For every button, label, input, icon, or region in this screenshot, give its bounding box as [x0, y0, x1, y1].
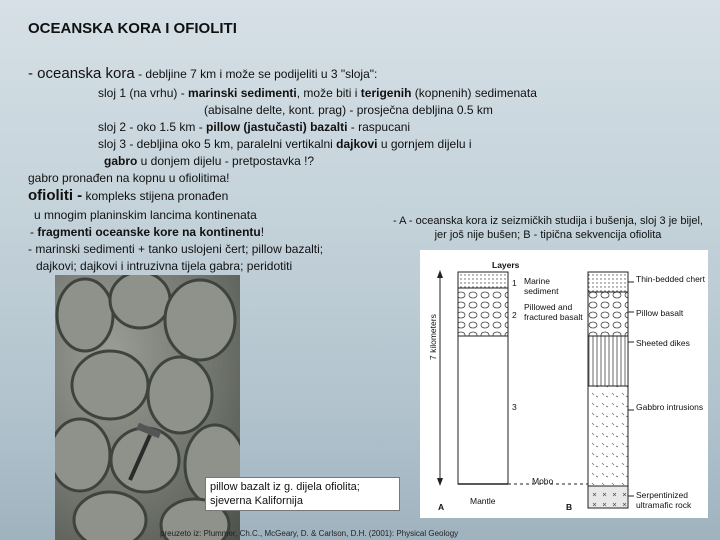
sloj2-text-a: sloj 2 - oko 1.5 km - [98, 120, 207, 134]
sheeted-dikes-label: Sheeted dikes [636, 338, 690, 348]
ofioliti-text: kompleks stijena pronađen [82, 189, 229, 203]
sloj1-bold-a: marinski sedimenti [188, 86, 297, 100]
pillowed-basalt-label: Pillowed and fractured basalt [524, 302, 583, 322]
ofioliti-line-2 [30, 225, 264, 240]
marine-sediment-label: Marine sediment [524, 276, 559, 296]
intro-text: - debljine 7 km i može se podijeliti u 3 "sloja": [134, 67, 378, 81]
page-title: OCEANSKA KORA I OFIOLITI [28, 20, 237, 37]
found-line: gabro pronađen na kopnu u ofiolitima! [28, 171, 230, 185]
sloj3-text-a: sloj 3 - debljina oko 5 km, paralelni vertikalni [98, 137, 337, 151]
chert-label: Thin-bedded chert [636, 274, 705, 284]
sloj3-text-c: u donjem dijelu - pretpostavka !? [137, 154, 315, 168]
sloj3-bold: dajkovi [336, 137, 378, 151]
ofioliti-line-2-dash: - [30, 225, 38, 239]
ofioliti-line [28, 188, 228, 204]
layer-1-number: 1 [512, 278, 517, 288]
ofioliti-line-4: dajkovi; dajkovi i intruzivna tijela gabra; peridotiti [36, 259, 293, 273]
axis-kilometers-label: 7 kilometers [428, 314, 438, 360]
ofioliti-line-3: - marinski sedimenti + tanko uslojeni čert; pillow bazalti; [28, 242, 324, 256]
ocean-crust-diagram [420, 250, 708, 518]
sloj3-text-b: u gornjem dijelu i [377, 137, 472, 151]
sloj3-line [98, 137, 472, 152]
mantle-label: Mantle [470, 496, 496, 506]
sloj1-text-a: sloj 1 (na vrhu) - [98, 86, 189, 100]
source-credit: preuzeto iz: Plummer, Ch.C., McGeary, D. & Carlson, D.H. (2001): Physical Geology [160, 529, 459, 538]
gabbro-label: Gabbro intrusions [636, 402, 704, 412]
intro-term: - oceanska kora [28, 65, 135, 82]
sloj3-line-2 [104, 154, 314, 169]
pillow-basalt-label: Pillow basalt [636, 308, 684, 318]
intro-line [28, 66, 377, 82]
moho-label: Moho [532, 476, 554, 486]
sloj1-bold-b: terigenih [360, 86, 412, 100]
ofioliti-term: ofioliti - [28, 187, 83, 204]
layer-3-number: 3 [512, 402, 517, 412]
sloj2-text-b: - raspucani [347, 120, 411, 134]
sloj2-line [98, 120, 410, 135]
photo-caption: pillow bazalt iz g. dijela ofiolita; sjeverna Kalifornija [205, 477, 400, 511]
sloj2-bold: pillow (jastučasti) bazalti [206, 120, 348, 134]
column-b-label: B [566, 502, 573, 512]
layer-2-number: 2 [512, 310, 517, 320]
ofioliti-line-2-bold: fragmenti oceanske kore na kontinentu [37, 225, 261, 239]
sloj1-line [98, 86, 537, 101]
sloj1-line-2: (abisalne delte, kont. prag) - prosječna debljina 0.5 km [204, 103, 493, 117]
ofioliti-line-1: u mnogim planinskim lancima kontinenata [34, 208, 257, 222]
column-a-label: A [438, 502, 445, 512]
diagram-layers-heading: Layers [492, 260, 520, 270]
sloj1-text-b: , može biti i [296, 86, 361, 100]
serpentinized-label: Serpentinized ultramafic rock [636, 490, 692, 510]
sloj3-gabro: gabro [104, 154, 138, 168]
ofioliti-line-2-end: ! [260, 225, 265, 239]
figure-caption: - A - oceanska kora iz seizmičkih studija i bušenja, sloj 3 je bijel, jer još nije bušen; B - tipična sekvencija ofiolita [393, 215, 703, 241]
sloj1-text-c: (kopnenih) sedimenata [411, 86, 537, 100]
